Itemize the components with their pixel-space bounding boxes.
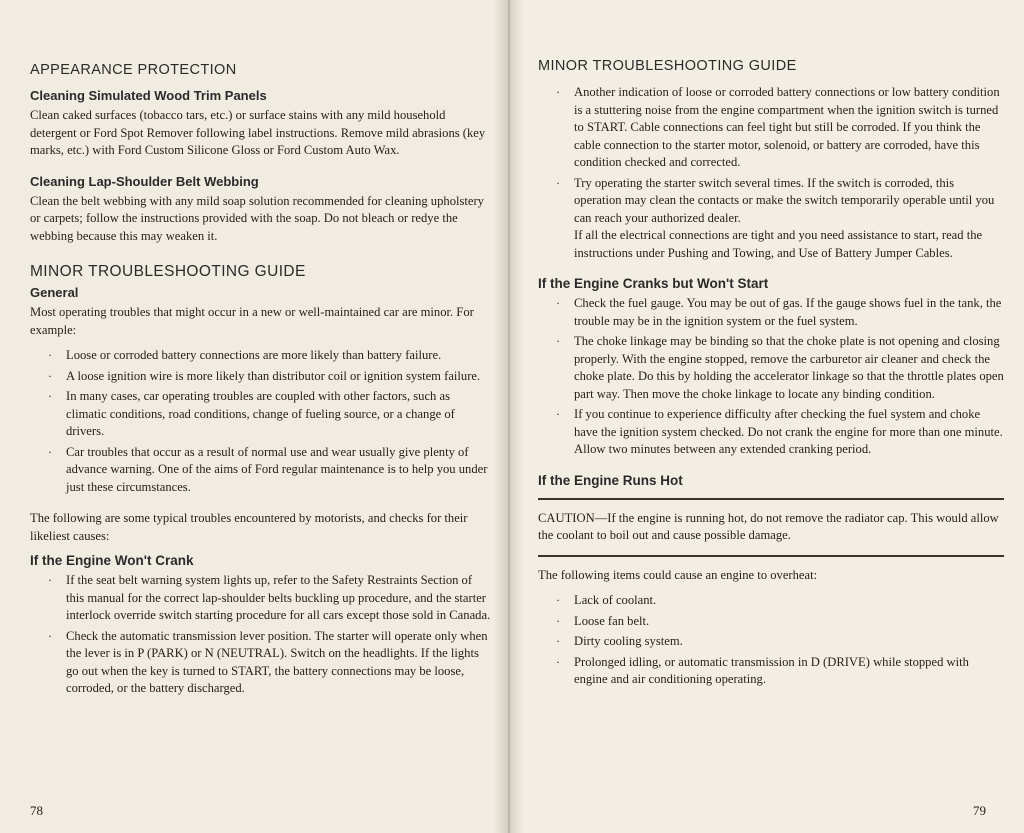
examples-list xyxy=(30,347,492,496)
continued-list xyxy=(538,84,1004,262)
right-page xyxy=(508,0,1024,833)
continued-note: If all the electrical connections are tight and you need assistance to start, read the instructions under Pushing and Towing, and Use of Battery Jumper Cables. xyxy=(574,228,983,260)
troubleshooting-continued-title: MINOR TROUBLESHOOTING GUIDE xyxy=(538,58,797,74)
page-number: 78 xyxy=(30,803,43,818)
list-item: · If you continue to experience difficulty after checking the fuel system and choke have the ignition system checked. Do not crank the engine for more than one minute. Allow two minutes between any extended cranking period. xyxy=(556,407,1003,456)
list-item: · Another indication of loose or corroded battery connections or low battery condition is a stuttering noise from the engine compartment when the ignition switch is turned to START. Cable connections can feel tight but still be corroded. If you think the cable connection to the starter motor, solenoid, or battery are corroded, have this condition checked and corrected. xyxy=(556,85,1000,169)
list-item: · Loose fan belt. xyxy=(556,613,650,628)
list-item: · Loose or corroded battery connections are more likely than battery failure. xyxy=(48,348,442,362)
list-item: · Lack of coolant. xyxy=(556,593,657,607)
wood-trim-text: Clean caked surfaces (tobacco tars, etc.) or surface stains with any mild household detergent or Ford Spot Remover following label instructions. Remove mild abrasions (key marks, etc.) with Ford Custom Silicone Gloss or Ford Custom Auto Wax. xyxy=(30,108,486,157)
appearance-protection-title: APPEARANCE PROTECTION xyxy=(30,62,237,78)
list-item: · Car troubles that occur as a result of normal use and wear usually give plenty of advance warning. One of the aims of Ford regular maintenance is to help you under just these circumstances. xyxy=(48,444,488,494)
overheat-intro: The following items could cause an engine to overheat: xyxy=(538,567,818,582)
list-item: · Check the automatic transmission lever position. The starter will operate only when the lever is in P (PARK) or N (NEUTRAL). Switch on the headlights. If the lights go out when the key is turned to START, the battery connections may be loose, corroded, or the battery discharged. xyxy=(48,628,488,695)
list-item: · If the seat belt warning system lights up, refer to the Safety Restraints Section of this manual for the correct lap-shoulder belts buckling up procedure, and the starter interlock override switch starting procedure for all cars except those sold in Canada. xyxy=(48,573,491,622)
wont-crank-heading: If the Engine Won't Crank xyxy=(30,553,194,568)
overheat-list xyxy=(538,592,1004,689)
list-item: · The choke linkage may be binding so that the choke plate is not opening and closing properly. With the engine stopped, remove the carburetor air cleaner and check the choke plate. Do this by holding the accelerator linkage so that the throttle plates open part way. Then move the choke linkage to locate any binding condition. xyxy=(556,334,1004,401)
page-number: 79 xyxy=(973,803,986,818)
belt-webbing-text: Clean the belt webbing with any mild soap solution recommended for cleaning upholstery or carpets; follow the instructions provided with the soap. Do not bleach or redye the webbing because this may weaken it. xyxy=(30,193,484,243)
general-intro: Most operating troubles that might occur in a new or well-maintained car are minor. For example: xyxy=(30,305,474,337)
list-item: · Dirty cooling system. xyxy=(556,634,683,648)
left-page xyxy=(0,0,508,833)
following-text: The following are some typical troubles encountered by motorists, and checks for their likeliest causes: xyxy=(30,511,468,543)
list-item: · Prolonged idling, or automatic transmission in D (DRIVE) while stopped with engine and air conditioning operating. xyxy=(556,654,969,686)
list-item: · Check the fuel gauge. You may be out of gas. If the gauge shows fuel in the tank, the trouble may be in the ignition system or the fuel system. xyxy=(556,296,1002,328)
runs-hot-heading: If the Engine Runs Hot xyxy=(538,472,683,488)
general-heading: General xyxy=(30,285,79,300)
wont-crank-list xyxy=(30,572,492,698)
list-item: · In many cases, car operating troubles are coupled with other factors, such as climatic conditions, road conditions, change of fueling source, or a change of drivers. xyxy=(48,389,455,438)
cranks-heading: If the Engine Cranks but Won't Start xyxy=(538,276,769,291)
troubleshooting-title: MINOR TROUBLESHOOTING GUIDE xyxy=(30,263,306,280)
cranks-list xyxy=(538,295,1004,459)
list-item: · Try operating the starter switch several times. If the switch is corroded, this operation may clean the contacts or make the switch temporarily operable until you can reach your authorized dealer. If all the electrical connections are tight and you need assistance to start, read the instructions under Pushing and Towing, and Use of Battery Jumper Cables. xyxy=(556,175,995,260)
divider xyxy=(538,498,1004,500)
list-item: · A loose ignition wire is more likely than distributor coil or ignition system failure. xyxy=(48,368,481,383)
divider xyxy=(538,555,1004,557)
caution-text: CAUTION—If the engine is running hot, do not remove the radiator cap. This would allow the coolant to boil out and cause possible damage. xyxy=(538,510,999,542)
wood-trim-heading: Cleaning Simulated Wood Trim Panels xyxy=(30,88,267,103)
belt-webbing-heading: Cleaning Lap-Shoulder Belt Webbing xyxy=(30,173,259,189)
